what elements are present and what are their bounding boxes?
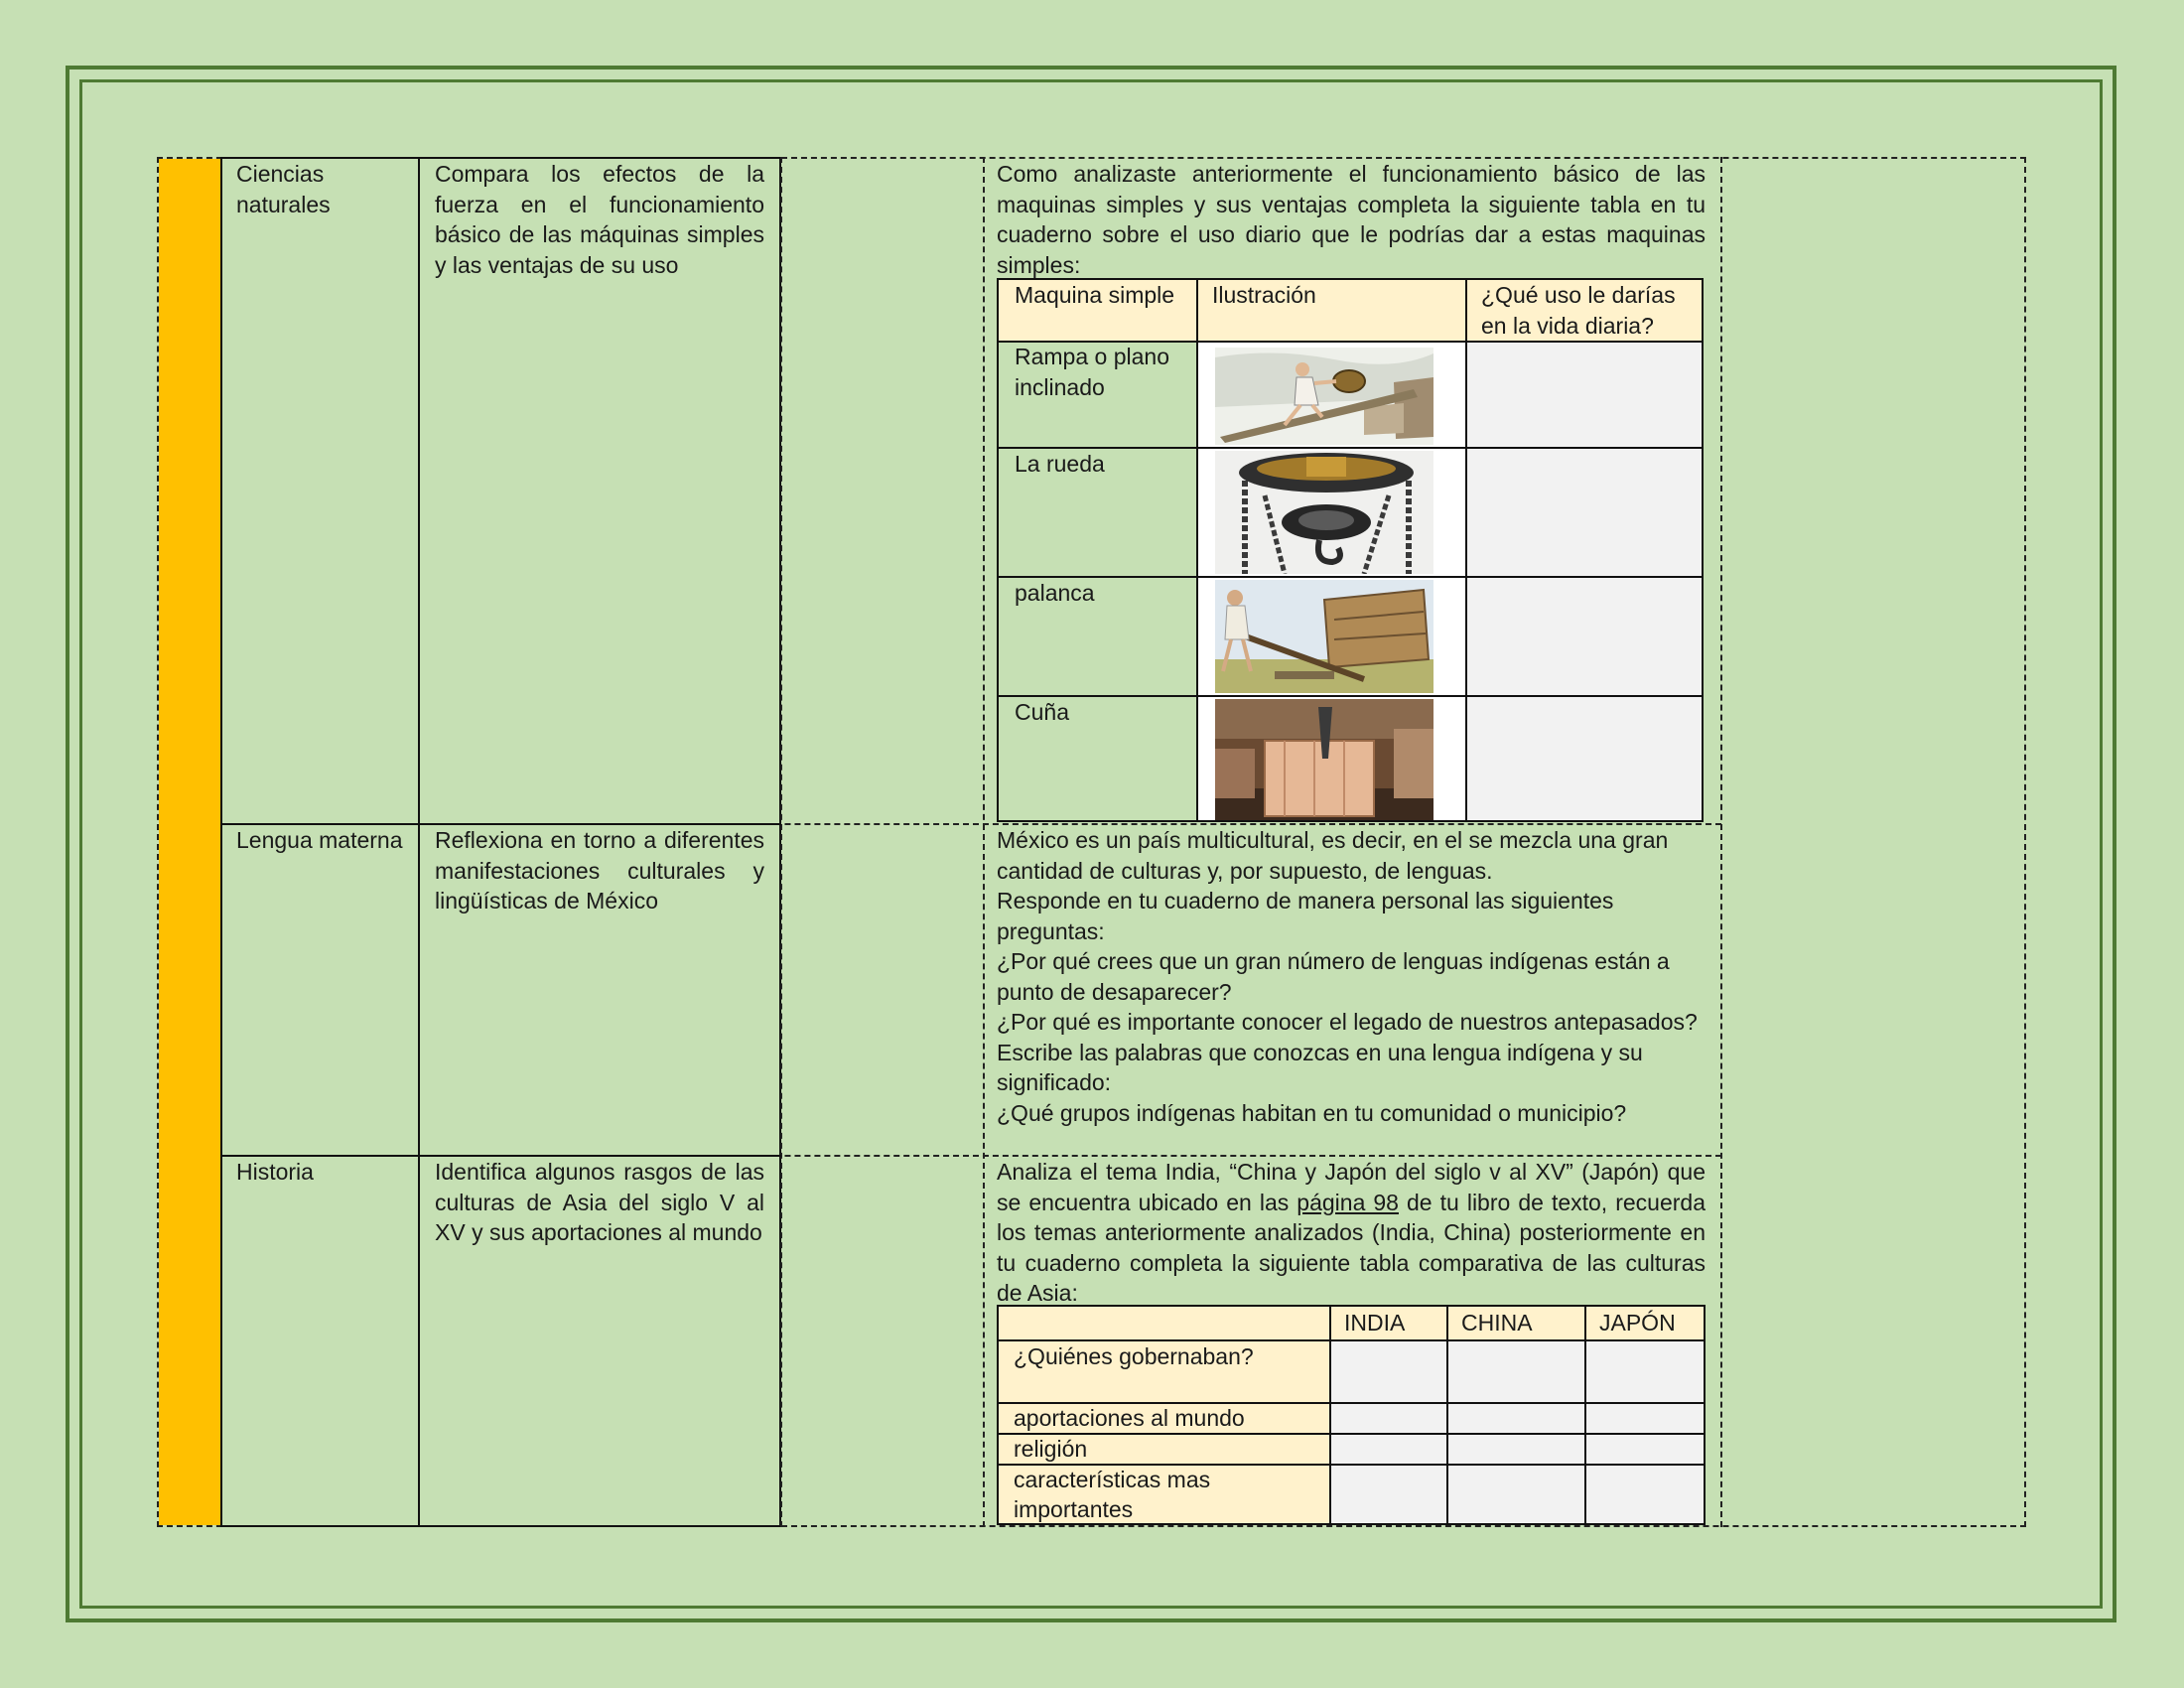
activity-line: México es un país multicultural, es decir, en el se mezcla una gran cantidad de culturas y, por supuesto, de lenguas. — [997, 827, 1669, 884]
header-japon: JAPÓN — [1599, 1310, 1676, 1336]
column-divider — [983, 157, 985, 1527]
header-india: INDIA — [1344, 1310, 1406, 1336]
compare-table — [997, 1305, 1706, 1525]
activity-ciencias: Como analizaste anteriormente el funcionamiento básico de las maquinas simples y sus ventajas completa la siguiente tabla en tu cuaderno sobre el uso diario que le podrías dar a estas maquinas simples: — [997, 161, 1706, 278]
learning-lengua: Reflexiona en torno a diferentes manifestaciones culturales y lingüísticas de México — [435, 827, 764, 914]
header-china: CHINA — [1461, 1310, 1533, 1336]
column-divider — [1720, 157, 1722, 1527]
compare-row-label: ¿Quiénes gobernaban? — [1014, 1343, 1254, 1369]
answer-column — [1467, 342, 1702, 820]
learning-historia: Identifica algunos rasgos de las culturas de Asia del siglo V al XV y sus aportaciones al mundo — [435, 1159, 764, 1245]
compare-row-label: aportaciones al mundo — [1014, 1405, 1245, 1431]
machines-table — [997, 278, 1704, 822]
column-divider — [418, 157, 420, 1527]
color-strip — [159, 159, 220, 1525]
header-ilustracion: Ilustración — [1212, 282, 1316, 308]
subject-historia: Historia — [236, 1159, 314, 1185]
table-divider — [1465, 280, 1467, 820]
activity-text: de tu libro de texto, recuerda los temas anteriormente analizados (India, China) posteriormente en tu cuaderno completa la siguiente tabla comparativa de las culturas de Asia: — [997, 1189, 1706, 1306]
column-divider — [780, 157, 782, 1527]
compare-row-label: religión — [1014, 1436, 1088, 1462]
machine-name: La rueda — [1015, 451, 1105, 477]
page-reference-link[interactable]: página 98 — [1297, 1189, 1399, 1215]
activity-text: Analiza el tema India, “China y Japón del siglo v al XV” (Japón) que se encuentra ubicado en las — [997, 1159, 1706, 1215]
activity-question: ¿Qué grupos indígenas habitan en tu comunidad o municipio? — [997, 1099, 1627, 1126]
activity-question: ¿Por qué crees que un gran número de lenguas indígenas están a punto de desaparecer? — [997, 948, 1670, 1005]
machine-name: Cuña — [1015, 699, 1069, 725]
wedge-illustration — [1215, 699, 1433, 820]
machine-name: Rampa o plano inclinado — [1015, 344, 1169, 400]
subject-lengua: Lengua materna — [236, 827, 403, 853]
activity-historia — [997, 1157, 1706, 1309]
header-maquina: Maquina simple — [1015, 282, 1175, 308]
compare-answer-grid — [1330, 1340, 1704, 1523]
activity-question: Escribe las palabras que conozcas en una lengua indígena y su significado: — [997, 1039, 1643, 1095]
header-uso: ¿Qué uso le darías en la vida diaria? — [1481, 282, 1676, 339]
activity-lengua — [997, 825, 1706, 1128]
learning-ciencias: Compara los efectos de la fuerza en el funcionamiento básico de las máquinas simples y las ventajas de su uso — [435, 161, 764, 278]
activity-line: Responde en tu cuaderno de manera personal las siguientes preguntas: — [997, 888, 1614, 944]
subject-ciencias: Ciencias naturales — [236, 161, 331, 217]
machine-name: palanca — [1015, 580, 1095, 606]
ramp-illustration — [1215, 348, 1433, 445]
table-divider — [1196, 280, 1198, 820]
activity-question: ¿Por qué es importante conocer el legado de nuestros antepasados? — [997, 1009, 1698, 1035]
lever-illustration — [1215, 580, 1433, 693]
pulley-wheel-illustration — [1215, 451, 1433, 574]
compare-row-label: características mas importantes — [1014, 1467, 1211, 1522]
